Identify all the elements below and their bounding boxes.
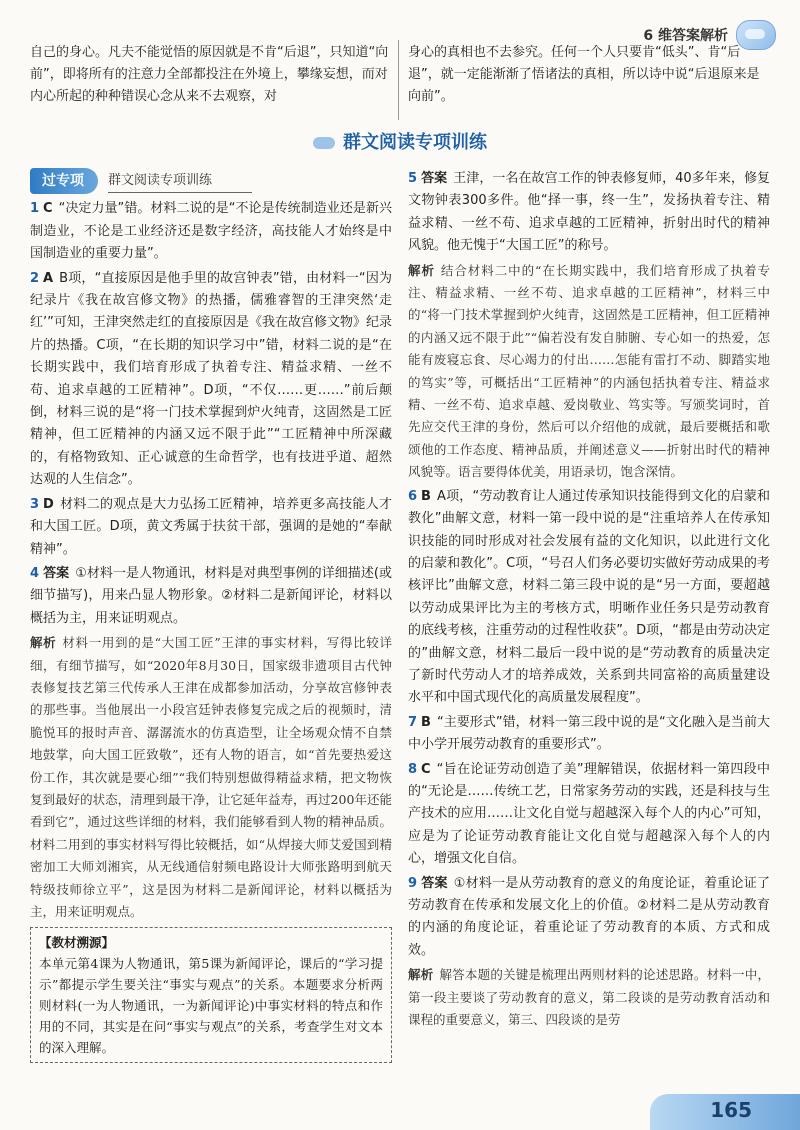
textbook-source-box (30, 927, 392, 1063)
q-num: 7 (408, 714, 418, 730)
q-text: B项，“直接原因是他手里的故宫钟表”错，由材料一“因为纪录片《我在故宫修文物》的热播，儒雅睿智的王津突然‘走红’”可知，王津突然走红的直接原因是《我在故宫修文物》纪录片的热播。C项，“在长期的知识学习中”错，材料二说的是“在长期实践中，我们培育形成了执着专注、精益求精、一丝不苟、追求卓越的工匠精神”。D项，“不仅……更……”前后颠倒，材料三说的是“将一门技术掌握到炉火纯青，这固然是工匠精神，但工匠精神的内涵又远不限于此”“工匠精神中所深藏的，有格物致知、正心诚意的生命哲学，也有技进乎道、超然达观的人生信念”。 (30, 270, 392, 488)
answer-label: 答案 (421, 171, 448, 186)
column-divider (398, 40, 399, 120)
analysis-5 (408, 260, 770, 484)
page-number: 165 (710, 1098, 752, 1122)
answer-6 (408, 486, 770, 710)
q-num: 8 (408, 761, 418, 777)
answer-label: 答案 (421, 875, 448, 891)
analysis-text: 解答本题的关键是梳理出两则材料的论述思路。材料一中，第一段主要谈了劳动教育的意义，第二段谈的是劳动教育活动和课程的重要意义，第三、四段谈的是劳 (408, 967, 770, 1028)
right-column (408, 168, 770, 1033)
q-num: 2 (30, 270, 40, 286)
section-deco-icon (313, 137, 335, 149)
analysis-label: 解析 (408, 967, 434, 983)
answer-3 (30, 494, 392, 561)
q-num: 4 (30, 565, 40, 581)
source-title: 【教材溯源】 (39, 935, 115, 951)
answer-4 (30, 563, 392, 630)
analysis-label: 解析 (30, 635, 57, 651)
answer-9 (408, 873, 770, 963)
tag-sub: 群文阅读专项训练 (108, 170, 252, 193)
q-text: 材料二的观点是大力弘扬工匠精神，培养更多高技能人才和大国工匠。D项，黄文秀属于扶贫干部，强调的是她的“奉献精神”。 (30, 496, 392, 557)
header-title: 6 维答案解析 (643, 28, 728, 44)
answer-text: 王津，一名在故宫工作的钟表修复师，40多年来，修复文物钟表300多件。他“择一事，终一生”，发扬执着专注、精益求精、一丝不苟、追求卓越的工匠精神，折射出时代的精神风貌。他无愧于“大国工匠”的称号。 (408, 171, 770, 254)
top-left-text: 自己的身心。凡夫不能觉悟的原因就是不肯“后退”，只知道“向前”，即将所有的注意力全部都投注在外境上，攀缘妄想，而对内心所起的种种错误心念从来不去观察，对 (30, 45, 389, 104)
answer-label: 答案 (43, 565, 70, 581)
q-ans: A (43, 270, 54, 286)
answer-text: ①材料一是从劳动教育的意义的角度论证，着重论证了劳动教育在传承和发展文化上的价值。②材料二是从劳动教育的内涵的角度论证，着重论证了劳动教育的本质、方式和成效。 (408, 875, 770, 958)
q-num: 6 (408, 488, 418, 504)
left-column (30, 168, 392, 1063)
tag-label: 过专项 (30, 168, 98, 194)
q-ans: C (43, 201, 53, 217)
q-text: A项，“劳动教育让人通过传承知识技能得到文化的启蒙和教化”曲解文意，材料一第一段中说的是“注重培养人在传承知识技能的同时形成对社会发展有益的文化知识，以此进行文化的启蒙和教化”。C项，“号召人们务必要切实做好劳动成果的考核评比”曲解文意，材料二第三段中说的是“另一方面，要超越以劳动成果评比为主的考核方式，明晰作业任务只是劳动教育的底线考核，注重劳动的过程性收获”。D项，“都是由劳动决定的”曲解文意，材料二最后一段中说的是“劳动教育的质量决定了新时代劳动人才的培养成效，关系到共同富裕的高质量建设水平和中国式现代化的高质量发展程度”。 (408, 488, 770, 706)
source-text: 本单元第4课为人物通讯，第5课为新闻评论，课后的“学习提示”都提示学生要关注“事实与观点”的关系。本题要求分析两则材料(一为人物通讯，一为新闻评论)中事实材料的特点和作用的不同，其实是在问“事实与观点”的关系，考查学生对文本的深入理解。 (39, 956, 383, 1056)
q-num: 1 (30, 201, 40, 217)
answer-5 (408, 168, 770, 258)
answer-1 (30, 198, 392, 265)
top-right-text: 身心的真相也不去参究。任何一个人只要肯“低头”、肯“后退”，就一定能渐渐了悟诸法的真相，所以诗中说“后退原来是向前”。 (408, 45, 760, 104)
answer-text: ①材料一是人物通讯，材料是对典型事例的详细描述(或细节描写)，用来凸显人物形象。②材料二是新闻评论，材料以概括为主，用来证明观点。 (30, 565, 392, 626)
q-text: “决定力量”错。材料二说的是“不论是传统制造业还是新兴制造业，不论是工业经济还是数字经济，高技能人才始终是中国制造业的重要力量”。 (30, 201, 392, 262)
q-ans: D (43, 496, 54, 512)
analysis-4 (30, 632, 392, 923)
q-text: “旨在论证劳动创造了美”理解错误，依据材料一第四段中的“无论是……传统工艺，日常家务劳动的实践，还是科技与生产技术的应用……让文化自觉与超越深入每个人的内心”可知，应是为了论证劳动教育能让文化自觉与超越深入每个人的内心，增强文化自信。 (408, 761, 770, 867)
q-num: 3 (30, 496, 40, 512)
section-title-text: 群文阅读专项训练 (343, 132, 487, 153)
answer-2 (30, 268, 392, 492)
q-num: 9 (408, 875, 418, 891)
q-ans: B (421, 714, 431, 730)
q-text: “主要形式”错，材料一第三段中说的是“文化融入是当前大中小学开展劳动教育的重要形式”。 (408, 714, 770, 753)
analysis-text: 材料一用到的是“大国工匠”王津的事实材料，写得比较详细，有细节描写，如“2020年8月30日，国家级非遗项目古代钟表修复技艺第三代传承人王津在成都参加活动，分享故宫修钟表的那些事。当他展出一小段宫廷钟表修复完成之后的视频时，清脆悦耳的报时声音、潺潺流水的仿真造型，让全场观众情不自禁地鼓掌，向大国工匠致敬”，还有人物的语言，如“首先要热爱这份工作，其次就是要心细”“我们特别想做得精益求精，把文物恢复到最好的状态，清理到最干净，让它延年益寿，再过200年还能看到它”，通过这些详细的材料，我们能够看到人物的精神品质。材料二用到的事实材料写得比较概括，如“从焊接大师艾爱国到精密加工大师刘湘宾，从无线通信射频电路设计大师张路明到航天特级技师徐立平”，这是因为材料二是新闻评论，材料以概括为主，用来证明观点。 (30, 635, 392, 919)
section-title (0, 128, 800, 154)
answer-8 (408, 759, 770, 871)
answer-7 (408, 712, 770, 757)
analysis-text: 结合材料二中的“在长期实践中，我们培育形成了执着专注、精益求精、一丝不苟、追求卓越的工匠精神”，材料三中的“将一门技术掌握到炉火纯青，这固然是工匠精神，但工匠精神的内涵又远不限于此”“偏若没有发自肺腑、专心如一的热爱，怎能有废寝忘食、尽心竭力的付出……怎能有雷打不动、脚踏实地的笃实”等，可概括出“工匠精神”的内涵包括执着专注、精益求精、一丝不苟、追求卓越、爱岗敬业、笃实等。写颁奖词时，首先应交代王津的身份，然后可以介绍他的成就，最后要概括和歌颂他的工作态度、精神品质，并阐述意义——折射出时代的精神风貌等。语言要得体优美，用语录切，饱含深情。 (408, 262, 770, 480)
tag-row (30, 168, 392, 194)
analysis-label: 解析 (408, 262, 435, 278)
q-ans: B (421, 488, 431, 504)
analysis-9 (408, 964, 770, 1031)
q-ans: C (421, 761, 431, 777)
q-num: 5 (408, 171, 418, 186)
